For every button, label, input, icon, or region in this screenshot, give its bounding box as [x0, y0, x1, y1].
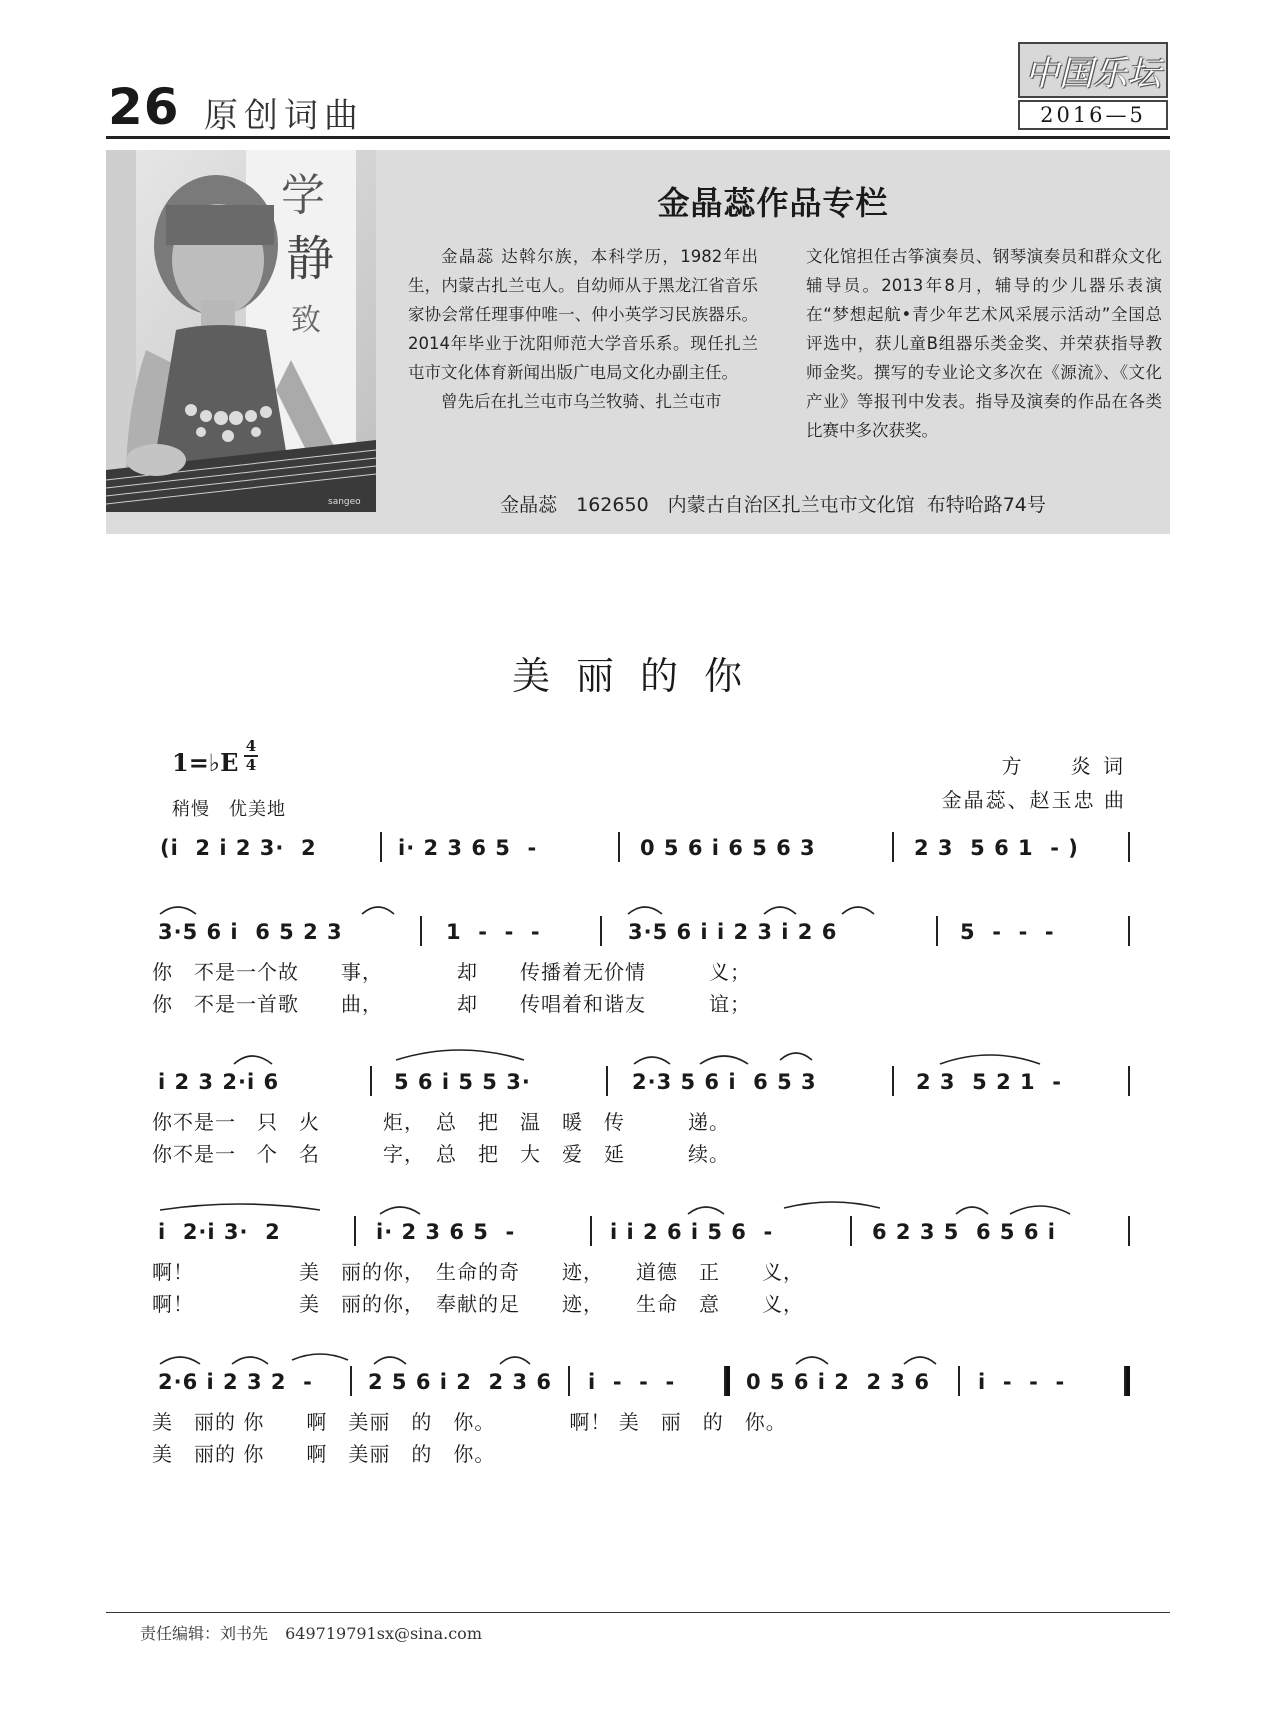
photo-watermark: sangeo	[328, 497, 361, 507]
tempo-marking: 稍慢 优美地	[172, 799, 286, 820]
page-number: 26	[108, 78, 180, 136]
lyricist-credit: 方 炎 词	[1001, 754, 1126, 778]
score-measure: 2 3 5 2 1 -	[916, 1070, 1062, 1094]
score-measure: i 2·i 3· 2	[158, 1220, 281, 1244]
score-measure: 2 3 5 6 1 - )	[914, 836, 1079, 860]
score-measure: 0 5 6 i 6 5 6 3	[640, 836, 816, 860]
composer-credit: 金晶蕊、赵玉忠 曲	[941, 788, 1126, 812]
score-measure: 3·5 6 i 6 5 2 3	[158, 920, 343, 944]
lyrics-verse-1: 你 不是一个故 事， 却 传播着无价情 义；	[152, 960, 751, 984]
score-measure: i 2 3 2·i 6	[158, 1070, 280, 1094]
score-measure: 2 5 6 i 2 2 3 6	[368, 1370, 552, 1394]
issue-number: 2016—5	[1018, 100, 1168, 130]
song-title: 美丽的你	[511, 654, 768, 698]
score-measure: i - - -	[978, 1370, 1066, 1394]
score-measure: i i 2 6 i 5 6 -	[610, 1220, 774, 1244]
footer-rule	[106, 1612, 1170, 1613]
lyrics-verse-1: 美 丽的 你 啊 美丽 的 你。 啊！ 美 丽 的 你。	[152, 1410, 787, 1434]
section-title: 原创词曲	[204, 96, 364, 136]
key-signature: 1=♭E	[172, 748, 239, 777]
contact-line: 金晶蕊 162650 内蒙古自治区扎兰屯市文化馆 布特哈路74号	[500, 494, 1046, 516]
time-signature-top: 4	[245, 737, 257, 755]
editor-credit: 责任编辑：刘书先	[140, 1624, 269, 1643]
bio-paragraph: 金晶蕊 达斡尔族，本科学历，1982年出生，内蒙古扎兰屯人。自幼师从于黑龙江省音乐家协会常任理事仲唯一、仲小英学习民族器乐。2014年毕业于沈阳师范大学音乐系。现任扎兰屯市文化体育新闻出版广电局文化办副主任。	[408, 247, 758, 382]
lyrics-verse-2: 你不是一 个 名 字， 总 把 大 爱 延 续。	[152, 1142, 730, 1166]
score-measure: 0 5 6 i 2 2 3 6	[746, 1370, 930, 1394]
score-measure: 2·3 5 6 i 6 5 3	[632, 1070, 817, 1094]
profile-heading: 金晶蕊作品专栏	[657, 184, 889, 222]
score-measure: i· 2 3 6 5 -	[376, 1220, 516, 1244]
score-measure: (i 2 i 2 3· 2	[160, 836, 317, 860]
lyrics-verse-2: 你 不是一首歌 曲， 却 传唱着和谐友 谊；	[152, 992, 751, 1016]
score-measure: 5 6 i 5 5 3·	[394, 1070, 531, 1094]
editor-email[interactable]: 649719791sx@sina.com	[285, 1624, 482, 1643]
svg-text:学: 学	[281, 170, 325, 221]
score-measure: 5 - - -	[960, 920, 1055, 944]
score-measure: 2·6 i 2 3 2 -	[158, 1370, 313, 1394]
score-measure: 6 2 3 5 6 5 6 i	[872, 1220, 1056, 1244]
score-measure: 3·5 6 i i 2 3 i 2 6	[628, 920, 838, 944]
time-signature-bottom: 4	[245, 756, 257, 774]
lyrics-verse-1: 啊！ 美 丽的你， 生命的奇 迹， 道德 正 义，	[152, 1260, 804, 1284]
footer-credit	[140, 1621, 482, 1644]
magazine-logo: 中国乐坛	[1018, 42, 1168, 98]
bio-paragraph: 曾先后在扎兰屯市乌兰牧骑、扎兰屯市	[441, 392, 722, 411]
lyrics-verse-2: 啊！ 美 丽的你， 奉献的足 迹， 生命 意 义，	[152, 1292, 804, 1316]
score-measure: i· 2 3 6 5 -	[398, 836, 538, 860]
bio-paragraph: 文化馆担任古筝演奏员、钢琴演奏员和群众文化辅导员。2013年8月，辅导的少儿器乐表演在“梦想起航•青少年艺术风采展示活动”全国总评选中，获儿童B组器乐类金奖、并荣获指导教师金奖。撰写的专业论文多次在《源流》、《文化产业》等报刊中发表。指导及演奏的作品在各类比赛中多次获奖。	[806, 247, 1162, 440]
score-measure: 1 - - -	[446, 920, 541, 944]
lyrics-verse-1: 你不是一 只 火 炬， 总 把 温 暖 传 递。	[152, 1110, 730, 1134]
svg-text:静: 静	[286, 231, 335, 287]
svg-text:致: 致	[291, 303, 321, 338]
lyrics-verse-2: 美 丽的 你 啊 美丽 的 你。	[152, 1442, 496, 1466]
score-measure: i - - -	[588, 1370, 676, 1394]
